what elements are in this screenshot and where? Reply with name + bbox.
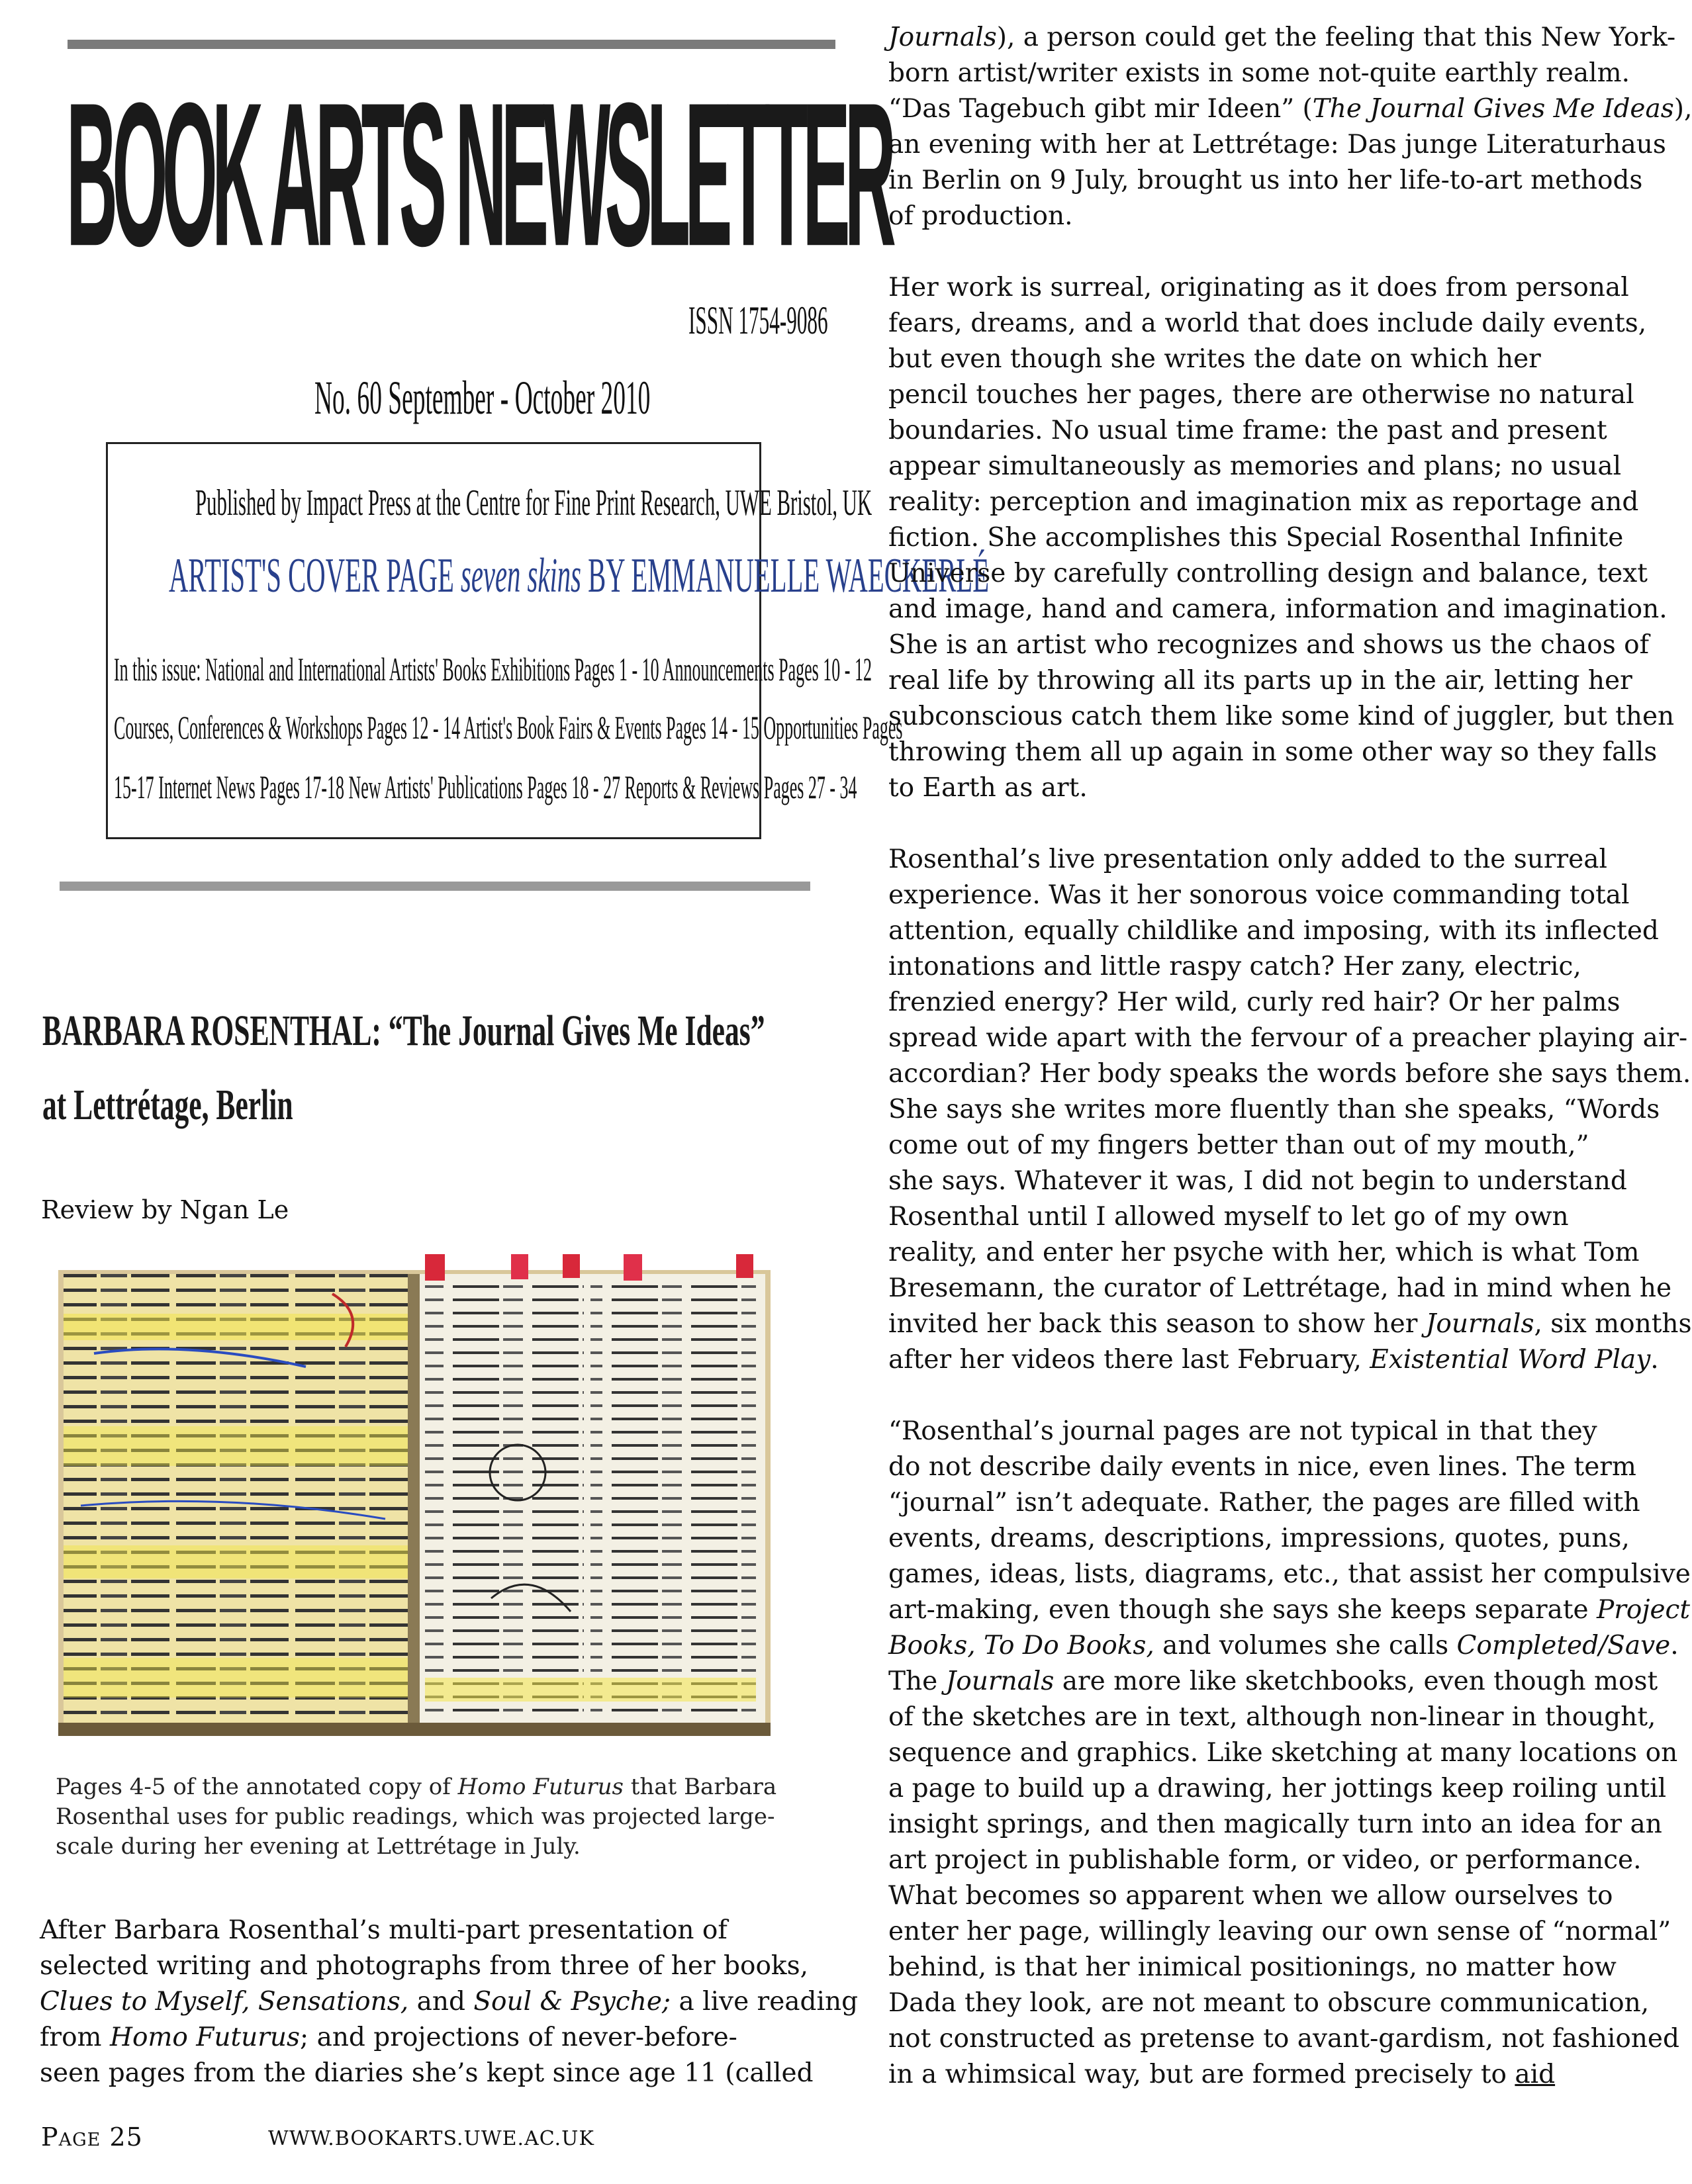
right-column-line-18: She is an artist who recognizes and shows us the chaos of	[888, 630, 1650, 660]
newsletter-title: BOOK ARTS NEWSLETTER	[66, 60, 891, 289]
toc-line-1: In this issue: National and International Artists' Books Exhibitions Pages 1 - 10 Announcements Pages 10 - 12	[114, 651, 872, 688]
right-column-line-44: games, ideas, lists, diagrams, etc., that assist her compulsive	[888, 1559, 1691, 1589]
right-column-line-43: events, dreams, descriptions, impressions, quotes, puns,	[888, 1524, 1630, 1553]
issue-number: No. 60 September - October 2010	[314, 371, 651, 424]
left-column-line-1: After Barbara Rosenthal’s multi-part presentation of	[40, 1915, 728, 1945]
right-column-line-50: a page to build up a drawing, her jottings keep roiling until	[888, 1774, 1667, 1803]
right-column-line-6: of production.	[888, 201, 1073, 231]
article-title-line-2: at Lettrétage, Berlin	[42, 1081, 293, 1129]
artist-cover-line	[169, 548, 989, 604]
photo-caption-line-2: Rosenthal uses for public readings, which was projected large-	[56, 1803, 775, 1830]
right-column-line-19: real life by throwing all its parts up in the air, letting her	[888, 666, 1632, 696]
right-column-line-36: Bresemann, the curator of Lettrétage, had in mind when he	[888, 1273, 1672, 1303]
right-column-line-42: “journal” isn’t adequate. Rather, the pages are filled with	[888, 1488, 1640, 1518]
page-number: Page 25	[41, 2122, 143, 2152]
right-column-line-10: but even though she writes the date on which her	[888, 344, 1541, 374]
publisher-line: Published by Impact Press at the Centre for Fine Print Research, UWE Bristol, UK	[195, 482, 872, 523]
top-rule	[68, 40, 835, 49]
open-journal-illustration	[54, 1254, 775, 1754]
right-column-line-48: of the sketches are in text, although non-linear in thought,	[888, 1702, 1656, 1732]
article-title-line-1: BARBARA ROSENTHAL: “The Journal Gives Me Ideas”	[42, 1007, 765, 1055]
right-column-line-49: sequence and graphics. Like sketching at many locations on	[888, 1738, 1678, 1768]
right-column-line-41: do not describe daily events in nice, even lines. The term	[888, 1452, 1636, 1482]
right-column-line-56: Dada they look, are not meant to obscure communication,	[888, 1988, 1650, 2018]
right-column-line-33: she says. Whatever it was, I did not begin to understand	[888, 1166, 1627, 1196]
masthead-bottom-rule	[60, 882, 810, 891]
photo-caption-line-1: Pages 4-5 of the annotated copy of Homo Futurus that Barbara	[56, 1774, 777, 1800]
left-column-line-3: Clues to Myself, Sensations, and Soul & Psyche; a live reading	[40, 1987, 859, 2017]
byline: Review by Ngan Le	[41, 1195, 289, 1224]
right-column-line-1: Journals), a person could get the feeling that this New York-	[888, 23, 1676, 52]
toc-line-2: Courses, Conferences & Workshops Pages 12 - 14 Artist's Book Fairs & Events Pages 14 - 15 Opportunities Pages	[114, 709, 903, 746]
right-column-line-12: boundaries. No usual time frame: the past and present	[888, 416, 1607, 445]
website-url[interactable]: WWW.BOOKARTS.UWE.AC.UK	[268, 2127, 594, 2150]
right-column-line-9: fears, dreams, and a world that does include daily events,	[888, 308, 1647, 338]
right-column-line-20: subconscious catch them like some kind of juggler, but then	[888, 702, 1675, 731]
right-column-line-58: in a whimsical way, but are formed precisely to aid	[888, 2060, 1556, 2089]
cover-label: ARTIST'S COVER PAGE	[169, 549, 454, 603]
right-column-line-16: Universe by carefully controlling design and balance, text	[888, 559, 1648, 588]
right-column-line-2: born artist/writer exists in some not-quite earthly realm.	[888, 58, 1630, 88]
right-column-line-11: pencil touches her pages, there are otherwise no natural	[888, 380, 1634, 410]
right-column-line-17: and image, hand and camera, information and imagination.	[888, 594, 1668, 624]
left-column-line-5: seen pages from the diaries she’s kept since age 11 (called	[40, 2058, 814, 2088]
left-column-line-4: from Homo Futurus; and projections of never-before-	[40, 2023, 737, 2052]
right-column-line-54: enter her page, willingly leaving our own sense of “normal”	[888, 1917, 1671, 1946]
right-column-line-5: in Berlin on 9 July, brought us into her life-to-art methods	[888, 165, 1643, 195]
right-column-line-52: art project in publishable form, or video, or performance.	[888, 1845, 1642, 1875]
right-column-line-57: not constructed as pretense to avant-gardism, not fashioned	[888, 2024, 1679, 2054]
right-column-line-30: accordian? Her body speaks the words before she says them.	[888, 1059, 1691, 1089]
right-column-line-21: throwing them all up again in some other way so they falls	[888, 737, 1658, 767]
right-column-line-22: to Earth as art.	[888, 773, 1088, 803]
cover-artist: BY EMMANUELLE WAECKERLÉ	[588, 549, 990, 603]
issn: ISSN 1754-9086	[688, 298, 828, 342]
right-column-line-38: after her videos there last February, Existential Word Play.	[888, 1345, 1659, 1375]
right-column-line-4: an evening with her at Lettrétage: Das junge Literaturhaus	[888, 130, 1666, 159]
left-column-line-2: selected writing and photographs from three of her books,	[40, 1951, 808, 1981]
right-column-line-29: spread wide apart with the fervour of a preacher playing air-	[888, 1023, 1688, 1053]
right-column-line-40: “Rosenthal’s journal pages are not typical in that they	[888, 1416, 1597, 1446]
right-column-line-32: come out of my fingers better than out of my mouth,”	[888, 1130, 1589, 1160]
right-column-line-8: Her work is surreal, originating as it does from personal	[888, 273, 1629, 302]
right-column-line-31: She says she writes more fluently than she speaks, “Words	[888, 1095, 1660, 1124]
right-column-line-26: attention, equally childlike and imposing, with its inflected	[888, 916, 1659, 946]
right-column-line-14: reality: perception and imagination mix as reportage and	[888, 487, 1639, 517]
right-column-line-34: Rosenthal until I allowed myself to let go of my own	[888, 1202, 1569, 1232]
right-column-line-55: behind, is that her inimical positionings, no matter how	[888, 1952, 1617, 1982]
toc-line-3: 15-17 Internet News Pages 17-18 New Artists' Publications Pages 18 - 27 Reports & Reviews Pages 27 - 34	[114, 768, 857, 805]
right-column-line-47: The Journals are more like sketchbooks, even though most	[888, 1666, 1658, 1696]
right-column-line-25: experience. Was it her sonorous voice commanding total	[888, 880, 1630, 910]
cover-title: seven skins	[460, 549, 581, 603]
right-column-line-28: frenzied energy? Her wild, curly red hair? Or her palms	[888, 987, 1621, 1017]
right-column-line-37: invited her back this season to show her Journals, six months	[888, 1309, 1692, 1339]
photo-caption-line-3: scale during her evening at Lettrétage in July.	[56, 1833, 581, 1860]
right-column-line-35: reality, and enter her psyche with her, which is what Tom	[888, 1238, 1640, 1267]
journal-pages-photo	[54, 1254, 775, 1754]
right-column-line-3: “Das Tagebuch gibt mir Ideen” (The Journal Gives Me Ideas),	[888, 94, 1692, 124]
right-column-line-27: intonations and little raspy catch? Her zany, electric,	[888, 952, 1581, 981]
right-column-line-15: fiction. She accomplishes this Special Rosenthal Infinite	[888, 523, 1624, 553]
right-column-line-45: art-making, even though she says she keeps separate Project	[888, 1595, 1691, 1625]
right-column-line-46: Books, To Do Books, and volumes she calls Completed/Save.	[888, 1631, 1679, 1661]
right-column-line-51: insight springs, and then magically turn into an idea for an	[888, 1809, 1662, 1839]
right-column-line-13: appear simultaneously as memories and plans; no usual	[888, 451, 1622, 481]
right-column-line-24: Rosenthal’s live presentation only added to the surreal	[888, 844, 1607, 874]
right-column-line-53: What becomes so apparent when we allow ourselves to	[888, 1881, 1613, 1911]
